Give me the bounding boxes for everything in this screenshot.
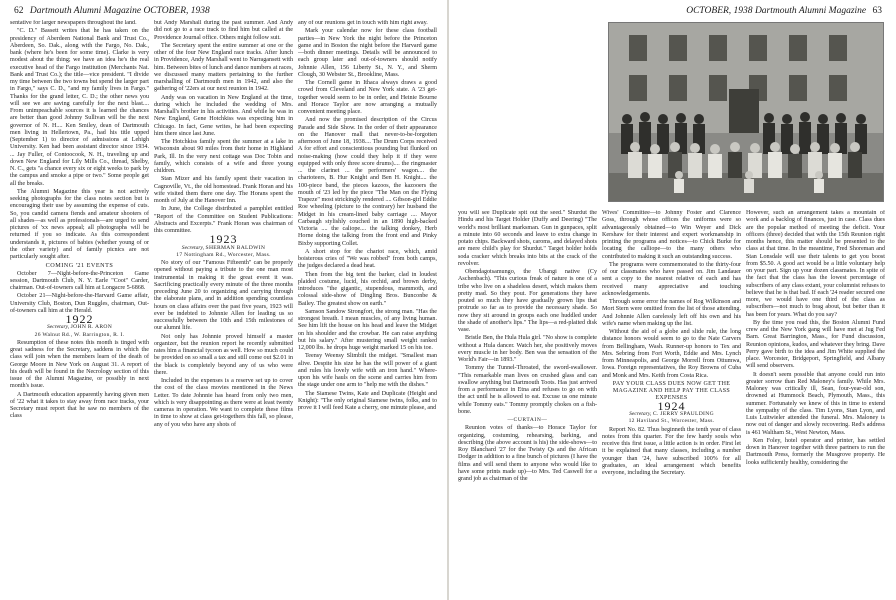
right-page-number: 63	[872, 6, 882, 16]
right-page-header	[686, 6, 886, 16]
paragraph: Samson Sandow Strongfort, the strong man. "Has the strongest breath. I mean muscles, of any living human. See him lift the house on his head and leave the Midget on his shoulder and the crowbar. He can raise anything but his salary." After mustering small weight ranked 12,000 lbs. he drops huge weight marked 15 on his toe.	[298, 308, 437, 351]
right-magazine-title: Dartmouth Alumni Magazine	[754, 6, 867, 16]
paragraph: However, such an arrangement takes a mountain of work and a backlog of finances, just in case. Class dues are the popular method of meeting the deficit. Your officers (three) decided that with the 15th Reunion right months hence, this matter should be presented to the class at that time. In the meantime, Fred Shoreman and Stan Lonsdale will use their talents to get you boost from $5.50. A good act would be a little voluntary help on your part. Sign up your dozen classmates. In spite of the fact that the class has the lowest percentage of subscribers of any class extant, your columnist refuses to believe that he is that bad. If each '24 reader secured one more, we would have one third of the class as subscribers—not much to brag about, but better than it has been for years. What do you say?	[746, 210, 885, 318]
paragraph: sentative for larger newspapers throughout the land.	[10, 20, 137, 26]
paragraph: any of our reunions get in touch with him right away.	[298, 20, 428, 26]
paragraph: Reunion votes of thanks—to Horace Taylor for organizing, costuming, rehearsing, barking, and describing (the above account is his) the side-shows—to Roy Blanchard '27 for the Twisty Qs and the African Dodger in addition to a fine bunch of pictures (I have the films and will send them to anyone who would like to have some prints made up)—to Mrs. Ted Caswell for a grand job as chairman of the	[458, 425, 597, 482]
dues-notice: PAY YOUR CLASS DUES NOW GET THE MAGAZINE AND HELP PAY THE CLASS EXPENSES	[612, 380, 731, 401]
left-page-number: 62	[14, 6, 24, 16]
event-item: October 7—Night-before-the-Princeton Game session, Dartmouth Club, N. Y. Earle "Coot" Carder, chairman. Out-of-towners call him at Longacre 5-6868.	[10, 270, 149, 291]
right-column-3	[746, 210, 885, 598]
curtain-divider: —CURTAIN—	[507, 417, 548, 423]
paragraph: The Hotchkiss family spent the summer at a lake in Wisconsin about 90 miles from their home in Highland Park, Ill. In the very next cottage was Doc Tobin and family, which consists of a wife and three young children.	[154, 139, 293, 174]
paragraph: Obendagotsamungo, the Ubangi native (Cy Aschenbach). "This curious freak of nature is one of a tribe who live on a shadeless desert, which makes them pretty mad. So they pout. For generations they have pouted so much they have gradually grown lips that protrude so far as to provide the necessary shade. So now they sit around in groups each one huddled under the shade of another's lips." The lips—a red-plaited disk vase.	[458, 269, 597, 333]
left-column-2	[154, 20, 293, 598]
left-magazine-title: Dartmouth Alumni Magazine	[29, 6, 142, 16]
secretary-name: JOHN R. ARON	[70, 324, 113, 331]
paragraph: Tommy the Tunnel-Throated, the sword-swallower. "This remarkable man lives on crushed glass and can swallow anything but Dartmouth Toots. Has just arrived from a performance in Etna and refuses to go on with the act until he is allowed to eat. Excuse us one minute while Tommy eats." Tommy promptly chokes on a fish-bone.	[458, 365, 597, 415]
left-column-1	[10, 20, 149, 598]
paragraph: By the time you read this, the Boston Alumni Fund crew and the New York gang will have met at Jug Fed Barn. Great Barrington, Mass., for Fund discussion, Reunion opinions, kudos, and whatever they bring. Dave Perry gave birth to the idea and Jim White supplied the place. Worcester, Bridgeport, Springfield, and Albany will send observers.	[746, 319, 885, 370]
right-issue-date: OCTOBER, 1938	[686, 6, 753, 16]
event-item: October 21—Night-before-the-Harvard Game affair, University Club, Boston, Dun Ruggles, chairman, Out-of-towners call him at the Herald.	[10, 293, 149, 314]
paragraph: Report No. 82. Thus beginneth the tenth year of class notes from this quarter. For the few hardy souls who receive this first issue, a little action is in order. First let it be explained that many classes, including a number younger than '24, have subscribed 100% for all graduates, an ideal arrangement which benefits everyone, including the Secretary.	[602, 426, 741, 476]
class-year-heading: 1923	[209, 232, 238, 247]
secretary-label: Secretary,	[629, 411, 652, 417]
paragraph: The Siamese Twins, Kate and Duplicate (Height and Knight): "The only original Siamese twins, folks, and to prove it I will feed Kate a cherry, one minute please, and	[298, 390, 437, 411]
paragraph: No story of our "Famous Fifteenth" can be properly opened without paying a tribute to the one man most instrumental in making it the great event it was. Sacrificing practically every minute of the three months preceding June 20 to organizing and carrying through the elaborate plans, and in addition spending countless hours on class affairs over the past five years, 1923 will ever be indebted to Johnnie Allen for leading us so successfully between the 10th and 15th milestones of our alumni life.	[154, 260, 293, 332]
secretary-address: 26 Walnut Rd., W. Barrington, R. I.	[34, 331, 125, 338]
secretary-line	[154, 245, 293, 260]
secretary-line	[602, 411, 741, 426]
paragraph: you will see Duplicate spit out the seed." Shurdut the Hindu and his Target Holder (Duffy and Deering) "The world's most brilliant marksman. Gun in gunpaces, split a minute into 60 seconds and leave to extra change in potato chips. Backward shots, caroms, and delayed shots are mere child's play for Shurdut." Target holder holds soda cracker which breaks into bits at the crack of the revolver.	[458, 210, 597, 267]
class-year-heading: 1924	[657, 398, 686, 413]
paragraph: The Cornell game in Ithaca always draws a good crowd from Cleveland and New York state. A '23 get-together would seem to be in order, and Heinie Bourne and Horace Taylor are now arranging a mutually convenient meeting place.	[298, 80, 437, 115]
paragraph: Through some error the names of Rog Wilkinson and Mort Stern were omitted from the list of those attending. And Johnnie Allen carelessly left off his own and his wife's name when making up the list.	[602, 299, 741, 327]
paragraph: The Alumni Magazine this year is not actively seeking photographs for the class notes section but is encouraging their use by assuming the expense of cuts. So, you candid camera fiends and amateur shooters of all shades—as well as professionals—are urged to send pictures of 'xx news appeal; all photographs will be returned if you so indicate. As this correspondent understands it, pictures of babies (whether young of or the other variety) and of family picnics are not particularly sought after.	[10, 188, 149, 260]
left-column-3	[298, 20, 437, 598]
paragraph: Without the aid of a globe and slide rule, the long distance honors would seem to go to the Nate Carvers from Bellingham, Wash. Runner-up honors to Tex and Mrs. Sebring from Fort Worth, Eddie and Mrs. Lynch from Minneapolis, and George Morrell from Ottumwa, Iowa. Foreign representatives, the Roy Browns of Cuba and Monk and Mrs. Keith from Costa Rica.	[602, 329, 741, 379]
paragraph: Andy was on vacation in New England at the time, during which he included the wedding of Mrs. Marshall's brother in his activities. And while he was in New England, Gene Hotchkiss was expecting him in Chicago. In fact, Gene writes, he had been expecting him there since last June.	[154, 94, 293, 137]
paragraph: but Andy Marshall during the past summer. And Andy did not go to a race track to find him but called at the Providence Journal office. Others might follow suit.	[154, 20, 293, 41]
group-photo-image	[609, 23, 884, 202]
left-issue-date: OCTOBER, 1938	[143, 6, 210, 16]
secretary-address: 12 Haviland St., Worcester, Mass.	[628, 418, 715, 425]
paragraph: "C. D." Bassett writes that he has taken on the presidency of Aberdeen National Bank and Trust Co., Aberdeen, So. Dak., along with the Fargo, No. Dak., bank (where he's been for some time). Clarke is very modest about the thing; we have an idea he's the real executive head of the Fargo institution (Merchants Nat. Bank and Trust Co.); the title—vice president. "I divide my time between the two towns but spend the larger part in Fargo," says C. D., "and my family lives in Fargo." Thanks for the grand letter, C. D.; the other news you will see we are saving carefully for the next blast.... From unimpeachable sources it is learned the chances are better than good Johnny Sullivan will be the next governor of N. H.... Ken Smiley, dean of Dartmouth men living in Hellertown, Pa., had his title upped (September 1) to director of admissions at Lehigh University. Ken had been assistant director since 1934. ... Jay Fuller, of Contoocook, N. H., traveling up and down New England for Lily Mills Co., thread, Shelby, N. C., gets "a chance every six or eight weeks to park by the campus and smoke a pipe or two." Some people get all the breaks.	[10, 28, 149, 187]
paragraph: A Dartmouth education apparently having given men of '22 what it takes to stay away from race tracks, your Secretary must report that he saw no members of the class	[10, 391, 149, 420]
class-group-photo	[608, 22, 884, 202]
right-column-1	[458, 210, 597, 598]
secretary-name: SHERMAN BALDWIN	[205, 244, 266, 251]
paragraph: And now the promised description of the Circus Parade and Side Show. In the order of their appearance on the Hanover mall that never-to-be-forgotten afternoon of June 18, 1938.... The Drum Corps received A for effort and conscientious pounding but flunked on noise-making (how could they help it if they were equipped with only three score drums).... the ringmaster ... the clarinet ... the performers' wagon.... the charioteers, B. Hur Knight and Ben H. Knight.... the 100-piece band, the pieces kazoos, the kazooers the mouth of '23 led by the piece "The Man on the Flying Trapeze" most strickingly rendered .... Gibson-girl Eddie Roe wheeling (picture to the contrary) her husband the Midget in his cream-lined baby carriage .... Mayor Carbaugh stylishly couched in an 1890 high-backed Victoria .... the caliope.... the talking donkey, Herb Horne doing the talking from the front end and Pinky Bixby supporting Collet.	[298, 117, 437, 247]
paragraph: Then from the big tent the barker, clad in loudest plaided costume, lucid, his orchid, and brown derby, introduces "the gigantic, stupendous, mammoth, and colossal side-show of Dingling Bros. Bunconbe & Bailey. The greatest show on earth."	[298, 271, 437, 307]
paragraph: The Secretary spent the entire summer at one or the other of the four New England race tracks. After lunch in Providence, Andy Marshall went to Narragansett with him. Between bites of lunch and dance numbers at races, we discussed many matters pertaining to the further marshalling of Dartmouth men in 1942, and also the gathering of '22ers at our next reunion in 1942.	[154, 42, 293, 93]
paragraph: A short stop for the chariot race, which, amid boisterous cries of "We was robbed" from both camps, the judges declared a dead heat.	[298, 248, 437, 270]
secretary-name: C. JERRY SPAULDING	[652, 411, 714, 417]
paragraph: Not only has Johnnie proved himself a master organizer, but the reunion report he recently submitted rates him a financial tycoon as well. How so much could be provided on so small a tax and still come out $2.01 in the black is completely beyond any of us who were there.	[154, 333, 293, 376]
right-column-2	[602, 210, 741, 598]
paragraph: Stan Mizer and his family spent their vacation in Cagnoville, Vt., the old homestead. Frank Horan and his wife visited them there one day. The Horans spent the month of July at the Hanover Inn.	[154, 176, 293, 204]
paragraph: Bristle Ben, the Hula Hula girl. "No show is complete without a Hula dancer. Watch her, she positively moves every muscle in her body. Ben was the sensation of the World's Fair—in 1893."	[458, 335, 597, 363]
secretary-label: Secretary,	[181, 244, 205, 251]
paragraph: In June, the College distributed a pamphlet entitled "Report of the Committee on Student Publications: Abstracts and Excerpts." Frank Horan was chairman of this committee.	[154, 206, 293, 234]
paragraph: Teensy Weensy Slimbilt the midget. "Smallest man alive. Despite his size he has the will power of a giant and rules his lovely wife with an iron hand." Where-upon his wife hauls on the scene and carries him from the stage under one arm to "help me with the dishes."	[298, 353, 437, 389]
left-page-header	[10, 6, 210, 16]
paragraph: Resumption of these notes this month is tinged with great sadness for the Secretary, saddens in which the class will join when the members learn of the death of George Moore in New York on August 31. A report of his death will be found in the Necrology section of this issue of the Alumni Magazine, or possibly in next month's issue.	[10, 339, 149, 390]
paragraph: The programs were commemorated to the thirty-four of our classmates who have passed on. Jim Landauer sent a copy to the nearest relative of each and has received many appreciative and touching acknowledgements.	[602, 261, 741, 297]
secretary-line	[10, 324, 149, 339]
paragraph: Wives' Committee—to Johnny Foster and Clarence Goss, through whose offices the uniforms were so advantageously obtained—to Win Weyer and Dick Kershaw for their interest and expert workmanship in printing the programs and notices—to Chick Burke for locating the calliope—to the many others who contributed to making it such an outstanding success.	[602, 210, 741, 260]
paragraph: Included in the expenses is a reserve set up to cover the cost of the class movies mentioned in the News Letter. To date Johnnie has heard from only two men, which is very disappointing as there were at least twenty cameras in operation. We want to complete these films in time to show at class get-togethers this fall, so please, any of you who have any shots of	[154, 378, 293, 428]
class-year-heading: 1922	[65, 312, 94, 326]
paragraph: Mark your calendar now for these class football parties—in New York the night before the Princeton game and in Boston the night before the Harvard game—both dinner meetings. Details will be announced to each group later and out-of-towners should notify Johnnie Allen, 156 Liberty St., N. Y., and Sherm Clough, 30 Webster St., Brookline, Mass.	[298, 28, 437, 78]
events-heading: COMING '21 EVENTS	[45, 262, 114, 270]
paragraph: Ken Foley, hotel operator and printer, has settled down in Hanover together with three partners to run the Dartmouth Press, formerly the Musgrove property. He looks sufficiently healthy, considering the	[746, 437, 885, 466]
right-page	[448, 0, 896, 600]
secretary-label: Secretary,	[46, 324, 70, 331]
secretary-address: 17 Nottingham Rd., Worcester, Mass.	[176, 251, 271, 258]
paragraph: It doesn't seem possible that anyone could run into greater sorrow than Red Maloney's family. While Mrs. Maloney was critically ill, Sean, four-year-old son, drowned at Hummock Beach, Plymouth, Mass., this summer. Fortunately we knew of this in time to extend the sympathy of the class. Tim Lyons, Stan Lyon, and Luis Luitwieler attended the funeral. Mrs. Maloney is now out of danger and slowly recovering. Red's address is 461 Waltham St., West Newton, Mass.	[746, 371, 885, 436]
